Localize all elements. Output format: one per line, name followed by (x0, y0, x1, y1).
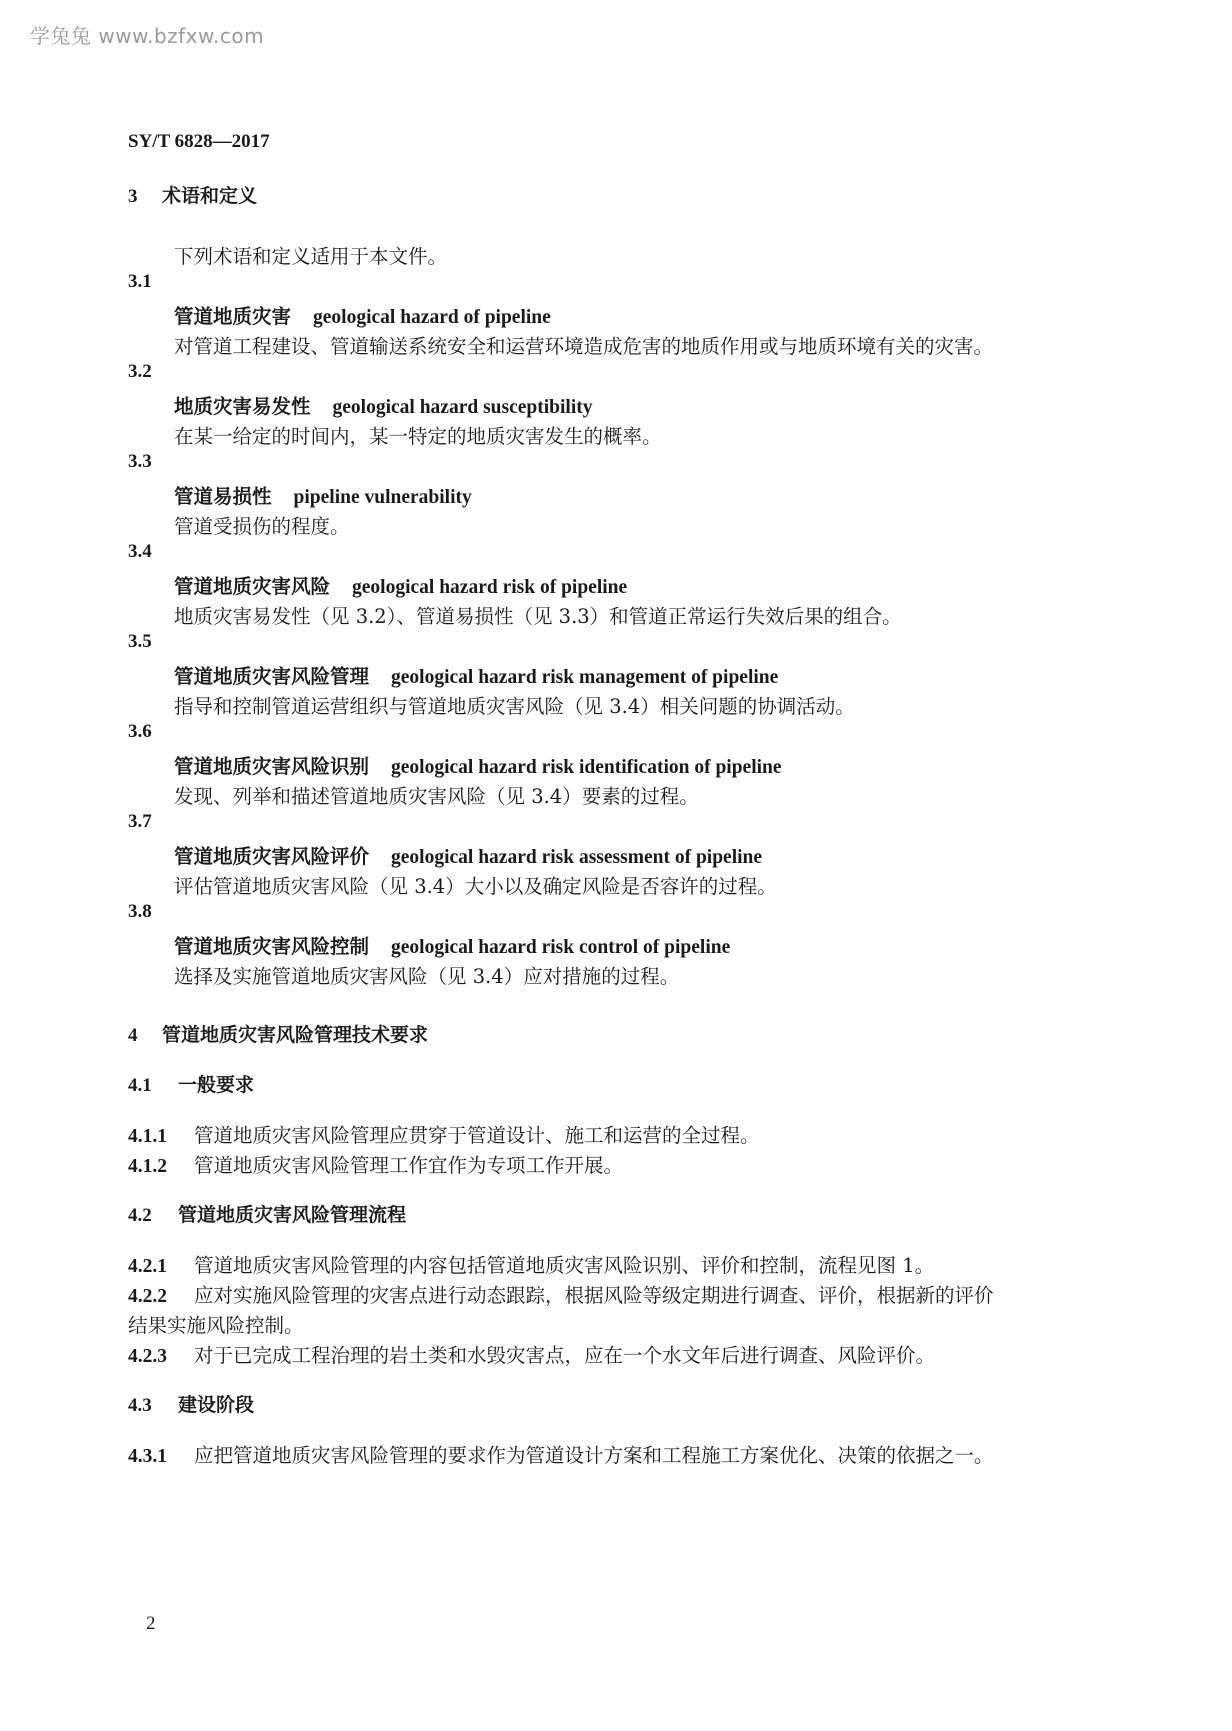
term-name (174, 751, 782, 779)
clause-4-2-2-continuation: 结果实施风险控制。 (128, 1314, 304, 1337)
subsection-title: 建设阶段 (178, 1394, 255, 1416)
section-number: 3 (128, 186, 138, 207)
term-definition: 发现、列举和描述管道地质灾害风险（见 3.4）要素的过程。 (174, 785, 699, 808)
term-number: 3.2 (128, 361, 152, 382)
clause-number: 4.1.2 (128, 1156, 167, 1177)
subsection-number: 4.1 (128, 1075, 152, 1096)
term-definition: 指导和控制管道运营组织与管道地质灾害风险（见 3.4）相关问题的协调活动。 (174, 695, 855, 718)
term-name-en: geological hazard susceptibility (332, 397, 593, 418)
term-name-zh: 管道地质灾害风险识别 (174, 755, 370, 778)
term-number: 3.6 (128, 721, 152, 742)
term-number: 3.3 (128, 451, 152, 472)
term-name-en: geological hazard risk control of pipeline (391, 937, 731, 958)
clause-4-3-1 (128, 1440, 994, 1468)
page-number: 2 (146, 1613, 156, 1634)
clause-number: 4.2.3 (128, 1346, 167, 1367)
section-3-heading (128, 181, 257, 208)
subsection-title: 管道地质灾害风险管理流程 (178, 1204, 407, 1226)
section-3-intro: 下列术语和定义适用于本文件。 (174, 245, 448, 268)
term-definition: 在某一给定的时间内，某一特定的地质灾害发生的概率。 (174, 425, 662, 448)
clause-text: 管道地质灾害风险管理工作宜作为专项工作开展。 (194, 1154, 624, 1177)
clause-number: 4.2.1 (128, 1256, 167, 1277)
term-name-zh: 管道地质灾害风险 (174, 575, 331, 598)
subsection-4-1-heading (128, 1070, 254, 1097)
term-name (174, 931, 730, 959)
term-name (174, 391, 593, 419)
watermark: 学兔兔 www.bzfxw.com (30, 24, 265, 48)
term-number: 3.7 (128, 811, 152, 832)
clause-4-2-2 (128, 1280, 994, 1308)
clause-number: 4.1.1 (128, 1126, 167, 1147)
term-name (174, 661, 778, 689)
clause-text: 管道地质灾害风险管理的内容包括管道地质灾害风险识别、评价和控制，流程见图 1。 (194, 1254, 935, 1277)
term-name (174, 571, 627, 599)
clause-text: 对于已完成工程治理的岩土类和水毁灾害点，应在一个水文年后进行调查、风险评价。 (194, 1344, 936, 1367)
term-name-en: geological hazard of pipeline (313, 307, 551, 328)
section-number: 4 (128, 1025, 138, 1046)
term-name-zh: 管道地质灾害 (174, 305, 292, 328)
term-number: 3.8 (128, 901, 152, 922)
term-definition: 选择及实施管道地质灾害风险（见 3.4）应对措施的过程。 (174, 965, 680, 988)
term-name (174, 301, 551, 329)
term-name-zh: 管道地质灾害风险控制 (174, 935, 370, 958)
term-name-en: geological hazard risk assessment of pipeline (391, 847, 763, 868)
clause-4-1-2 (128, 1150, 623, 1178)
term-number: 3.4 (128, 541, 152, 562)
term-name-en: geological hazard risk identification of pipeline (391, 757, 782, 778)
term-definition: 评估管道地质灾害风险（见 3.4）大小以及确定风险是否容许的过程。 (174, 875, 777, 898)
subsection-number: 4.3 (128, 1395, 152, 1416)
term-name-zh: 管道易损性 (174, 485, 272, 508)
section-4-heading (128, 1020, 428, 1047)
clause-number: 4.2.2 (128, 1286, 167, 1307)
term-number: 3.1 (128, 271, 152, 292)
term-definition: 地质灾害易发性（见 3.2）、管道易损性（见 3.3）和管道正常运行失效后果的组合。 (174, 605, 902, 628)
term-name-zh: 管道地质灾害风险管理 (174, 665, 370, 688)
clause-4-1-1 (128, 1120, 760, 1148)
subsection-number: 4.2 (128, 1205, 152, 1226)
clause-text: 应对实施风险管理的灾害点进行动态跟踪，根据风险等级定期进行调查、评价，根据新的评价 (194, 1284, 994, 1307)
subsection-title: 一般要求 (178, 1074, 255, 1096)
term-name-en: geological hazard risk of pipeline (352, 577, 628, 598)
section-title: 管道地质灾害风险管理技术要求 (162, 1024, 429, 1046)
subsection-4-3-heading (128, 1390, 254, 1417)
clause-4-2-1 (128, 1250, 934, 1278)
clause-number: 4.3.1 (128, 1446, 167, 1467)
term-name-en: pipeline vulnerability (293, 487, 472, 508)
section-title: 术语和定义 (162, 185, 258, 207)
term-definition: 管道受损伤的程度。 (174, 515, 350, 538)
subsection-4-2-heading (128, 1200, 406, 1227)
term-name-zh: 地质灾害易发性 (174, 395, 311, 418)
clause-4-2-3 (128, 1340, 935, 1368)
term-name-zh: 管道地质灾害风险评价 (174, 845, 370, 868)
clause-text: 应把管道地质灾害风险管理的要求作为管道设计方案和工程施工方案优化、决策的依据之一。 (194, 1444, 994, 1467)
term-number: 3.5 (128, 631, 152, 652)
clause-text: 管道地质灾害风险管理应贯穿于管道设计、施工和运营的全过程。 (194, 1124, 760, 1147)
term-name-en: geological hazard risk management of pipeline (391, 667, 779, 688)
term-name (174, 481, 472, 509)
term-definition: 对管道工程建设、管道输送系统安全和运营环境造成危害的地质作用或与地质环境有关的灾害。 (174, 335, 994, 358)
standard-number: SY/T 6828—2017 (128, 131, 270, 152)
term-name (174, 841, 762, 869)
